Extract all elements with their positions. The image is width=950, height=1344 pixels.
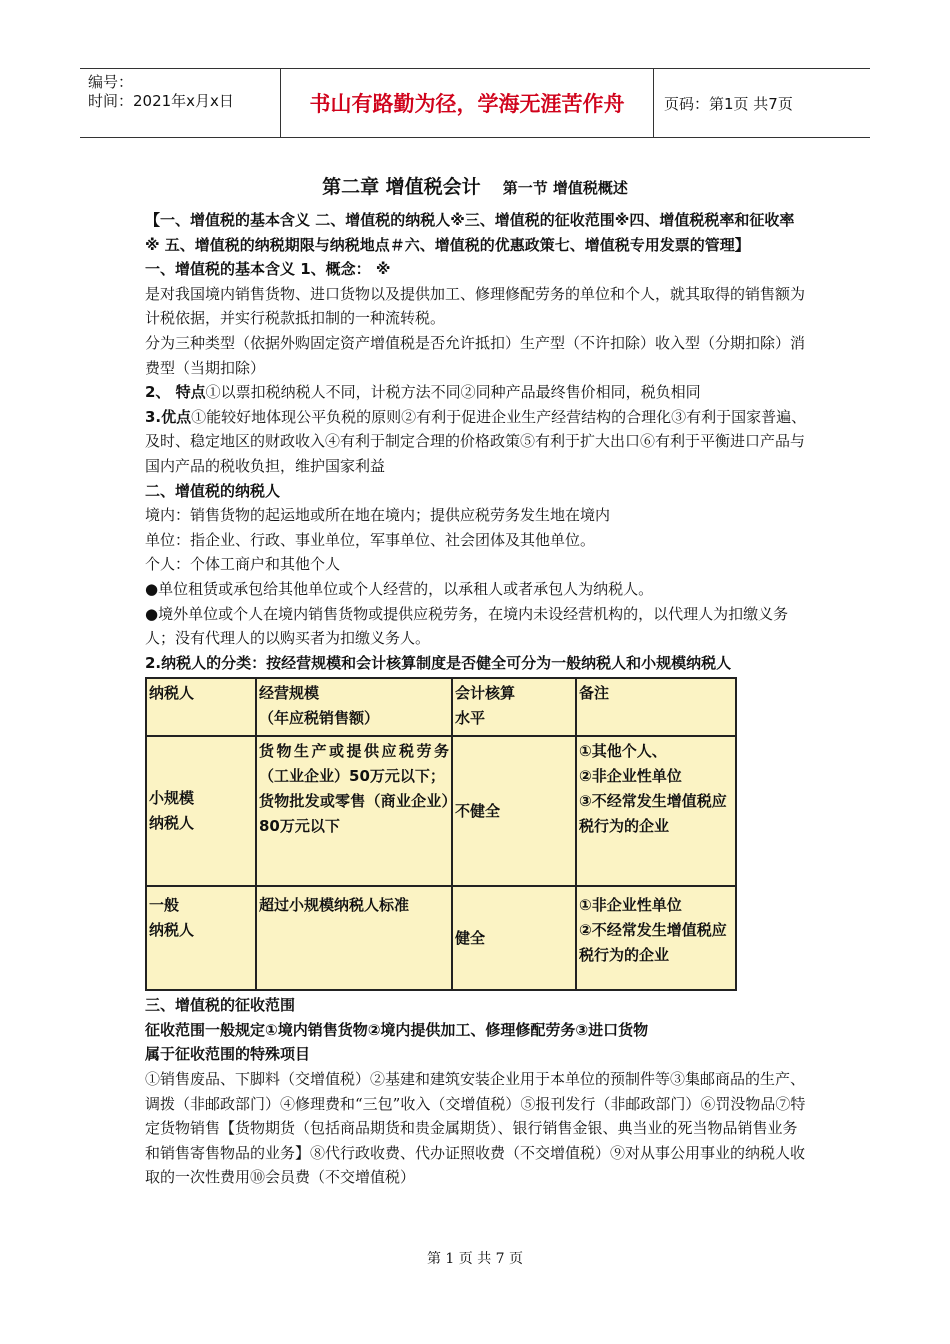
types-text: （依据外购固定资产增值税是否允许抵扣）生产型（不许扣除）收入型（分期扣除）消费型（当期扣除） bbox=[145, 333, 806, 377]
features-paragraph bbox=[145, 380, 807, 405]
scope-general: 征收范围一般规定①境内销售货物②境内提供加工、修理修配劳务③进口货物 bbox=[145, 1020, 649, 1039]
bullet-lease: ●单位租赁或承包给其他单位或个人经营的，以承租人或者承包人为纳税人。 bbox=[145, 579, 654, 598]
header-motto: 书山有路勤为径，学海无涯苦作舟 bbox=[280, 69, 654, 137]
header-meta bbox=[80, 69, 280, 137]
page-footer: 第 1 页 共 7 页 bbox=[426, 1251, 524, 1267]
features-text: ①以票扣税纳税人不同，计税方法不同②同种产品最终售价相同，税负相同 bbox=[205, 383, 701, 402]
section-title: 第一节 增值税概述 bbox=[502, 179, 628, 197]
taxpayer-table bbox=[145, 677, 737, 991]
page-title bbox=[0, 172, 950, 199]
page-header bbox=[80, 68, 870, 138]
unit-definition: 单位：指企业、行政、事业单位，军事单位、社会团体及其他单位。 bbox=[145, 530, 596, 549]
section-1-heading: 一、增值税的基本含义 1、概念： ※ bbox=[145, 260, 391, 279]
table-cell-accounting: 不健全 bbox=[452, 736, 576, 886]
table-cell-taxpayer: 小规模 纳税人 bbox=[146, 736, 256, 886]
table-header-cell: 会计核算 水平 bbox=[452, 678, 576, 736]
table-header-cell: 经营规模 （年应税销售额） bbox=[256, 678, 452, 736]
table-header-cell: 纳税人 bbox=[146, 678, 256, 736]
table-cell-scale: 货物生产或提供应税劳务（工业企业）50万元以下； 货物批发或零售（商业企业）80万元以下 bbox=[256, 736, 452, 886]
table-cell-scale: 超过小规模纳税人标准 bbox=[256, 886, 452, 990]
scope-special-text: ①销售废品、下脚料（交增值税）②基建和建筑安装企业用于本单位的预制件等③集邮商品的生产、调拨（非邮政部门）④修理费和“三包”收入（交增值税）⑤报刊发行（非邮政部门）⑥罚没物品⑦特定货物销售【货物期货（包括商品期货和贵金属期货）、银行销售金银、典当业的死当物品销售业务和销售寄售物品的业务】⑧代行政收费、代办证照收费（不交增值税）⑨对从事公用事业的纳税人收取的一次性费用⑩会员费（不交增值税） bbox=[145, 1070, 806, 1187]
domestic-definition: 境内：销售货物的起运地或所在地在境内；提供应税劳务发生地在境内 bbox=[145, 506, 611, 525]
document-date-label: 时间：2021年x月x日 bbox=[88, 92, 234, 110]
document-number-label: 编号： bbox=[88, 73, 134, 91]
document-body bbox=[145, 208, 807, 1190]
merits-label: 3.优点 bbox=[145, 407, 192, 426]
table-header-row bbox=[146, 678, 736, 736]
types-paragraph bbox=[145, 331, 807, 380]
section-2-heading: 二、增值税的纳税人 bbox=[145, 481, 281, 500]
header-page-number: 页码：第1页 共7页 bbox=[664, 94, 793, 113]
merits-text: ①能较好地体现公平负税的原则②有利于促进企业生产经营结构的合理化③有利于国家普遍、及时、稳定地区的财政收入④有利于制定合理的价格政策⑤有利于扩大出口⑥有利于平衡进口产品与国内产品的税收负担，维护国家利益 bbox=[145, 407, 807, 475]
table-row bbox=[146, 736, 736, 886]
table-cell-taxpayer: 一般 纳税人 bbox=[146, 886, 256, 990]
definition-paragraph: 是对我国境内销售货物、进口货物以及提供加工、修理修配劳务的单位和个人，就其取得的销售额为计税依据，并实行税款抵扣制的一种流转税。 bbox=[145, 284, 806, 328]
table-cell-accounting: 健全 bbox=[452, 886, 576, 990]
bullet-overseas: ●境外单位或个人在境内销售货物或提供应税劳务，在境内未设经营机构的，以代理人为扣缴义务人；没有代理人的以购买者为扣缴义务人。 bbox=[145, 604, 789, 648]
features-label: 2、 特点 bbox=[145, 383, 206, 402]
scope-special-heading: 属于征收范围的特殊项目 bbox=[145, 1045, 311, 1064]
types-label: 分为三种类型 bbox=[145, 333, 236, 352]
table-cell-remarks: ①非企业性单位 ②不经常发生增值税应税行为的企业 bbox=[576, 886, 736, 990]
table-row bbox=[146, 886, 736, 990]
merits-paragraph bbox=[145, 405, 807, 479]
individual-definition: 个人：个体工商户和其他个人 bbox=[145, 555, 341, 574]
section-outline: 【一、增值税的基本含义 二、增值税的纳税人※三、增值税的征收范围※四、增值税税率和征收率※ 五、增值税的纳税期限与纳税地点＃六、增值税的优惠政策七、增值税专用发票的管理】 bbox=[145, 211, 795, 254]
table-header-cell: 备注 bbox=[576, 678, 736, 736]
classification-heading: 2.纳税人的分类：按经营规模和会计核算制度是否健全可分为一般纳税人和小规模纳税人 bbox=[145, 653, 732, 672]
table-cell-remarks: ①其他个人、 ②非企业性单位 ③不经常发生增值税应税行为的企业 bbox=[576, 736, 736, 886]
section-3-heading: 三、增值税的征收范围 bbox=[145, 996, 296, 1015]
chapter-title: 第二章 增值税会计 bbox=[322, 176, 481, 198]
